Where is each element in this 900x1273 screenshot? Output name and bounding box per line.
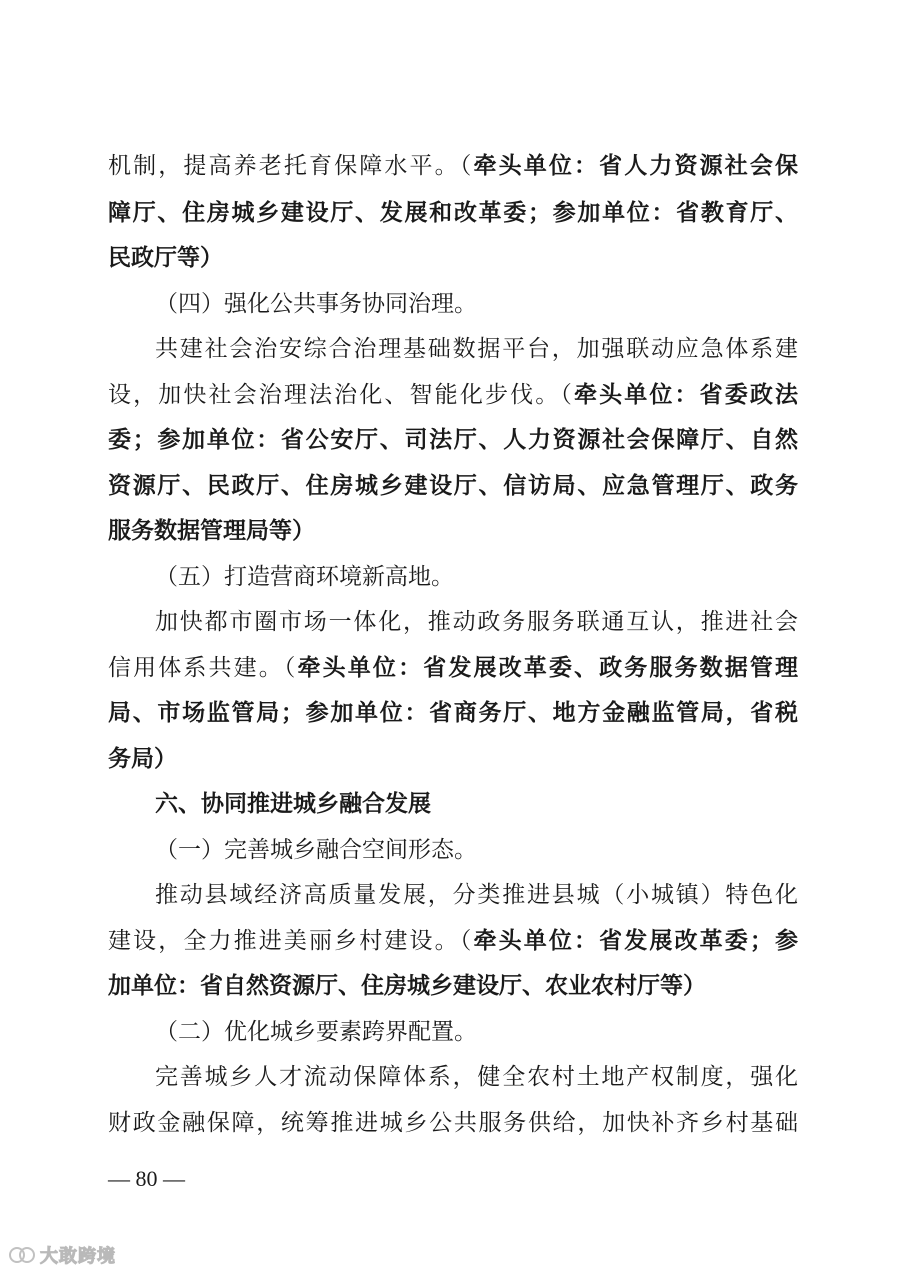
text-line: 机制，提高养老托育保障水平。（牵头单位：省人力资源社会保 — [108, 153, 799, 179]
text-line: 务局） — [108, 746, 177, 772]
text-line: 障厅、住房城乡建设厅、发展和改革委；参加单位：省教育厅、 — [108, 200, 798, 226]
section-heading: （一）完善城乡融合空间形态。 — [155, 837, 477, 863]
section-heading: （五）打造营商环境新高地。 — [155, 564, 454, 590]
text-line: 财政金融保障，统筹推进城乡公共服务供给，加快补齐乡村基础 — [108, 1110, 798, 1136]
text-line: 资源厅、民政厅、住房城乡建设厅、信访局、应急管理厅、政务 — [108, 473, 798, 499]
text-line: 加快都市圈市场一体化，推动政务服务联通互认，推进社会 — [155, 609, 798, 635]
text-line: 加单位：省自然资源厅、住房城乡建设厅、农业农村厅等） — [108, 973, 706, 999]
section-heading: （四）强化公共事务协同治理。 — [155, 291, 477, 317]
text-line: 委；参加单位：省公安厅、司法厅、人力资源社会保障厅、自然 — [108, 427, 798, 453]
text-line: 推动县域经济高质量发展，分类推进县城（小城镇）特色化 — [155, 882, 798, 908]
text-line: 信用体系共建。（牵头单位：省发展改革委、政务服务数据管理 — [108, 655, 799, 681]
text-line: 民政厅等） — [108, 245, 223, 271]
text-line: 共建社会治安综合治理基础数据平台，加强联动应急体系建 — [155, 336, 798, 362]
text-line: 建设，全力推进美丽乡村建设。（牵头单位：省发展改革委；参 — [108, 928, 799, 954]
logo-mark-icon — [8, 1245, 36, 1265]
text-line: 设，加快社会治理法治化、智能化步伐。（牵头单位：省委政法 — [108, 382, 799, 408]
text-line: 局、市场监管局；参加单位：省商务厅、地方金融监管局，省税 — [108, 700, 798, 726]
text-line: 服务数据管理局等） — [108, 518, 315, 544]
watermark — [8, 1242, 116, 1268]
section-heading: （二）优化城乡要素跨界配置。 — [155, 1019, 477, 1045]
chapter-heading: 六、协同推进城乡融合发展 — [155, 791, 431, 817]
page-number: — 80 — — [108, 1166, 185, 1191]
text-line: 完善城乡人才流动保障体系，健全农村土地产权制度，强化 — [155, 1064, 798, 1090]
watermark-text: 大敢跨境 — [40, 1246, 116, 1267]
